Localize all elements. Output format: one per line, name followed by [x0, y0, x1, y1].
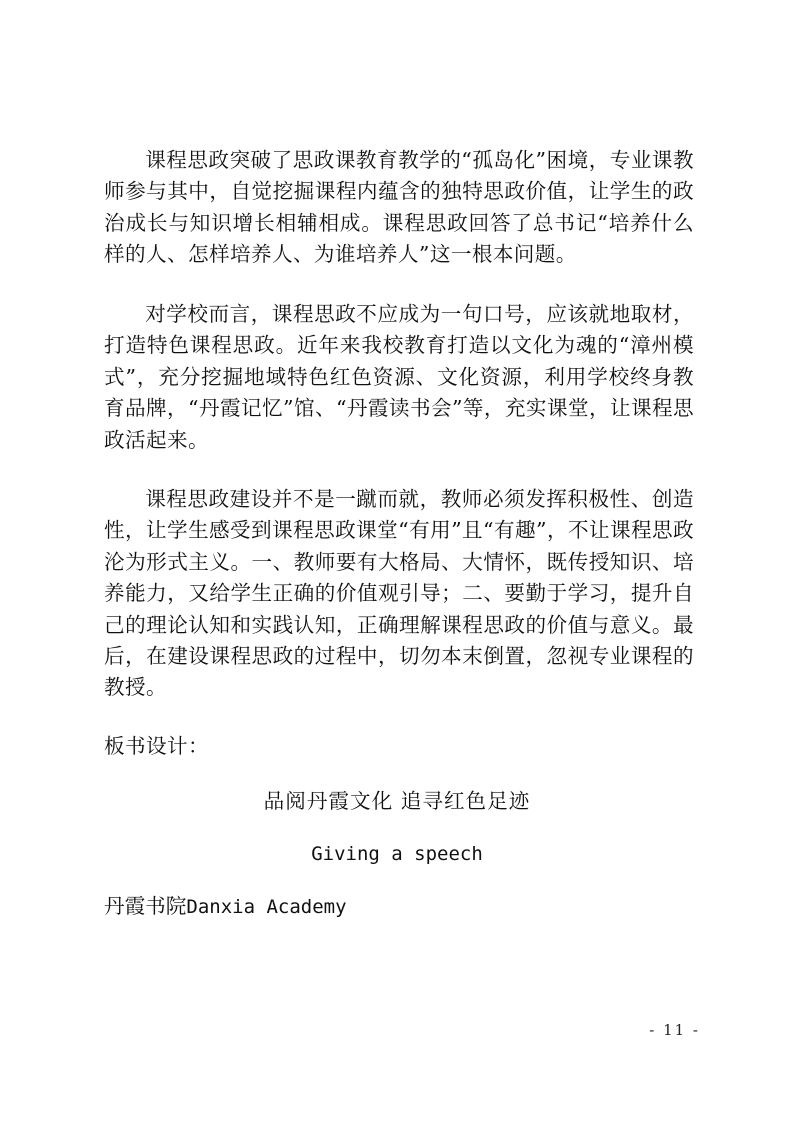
board-title-chinese: 品阅丹霞文化 追寻红色足迹: [263, 789, 531, 813]
academy-name-chinese: 丹霞书院: [104, 894, 187, 918]
paragraph-3: 课程思政建设并不是一蹴而就，教师必须发挥积极性、创造性，让学生感受到课程思政课堂“有用”且“有趣”，不让课程思政沦为形式主义。一、教师要有大格局、大情怀，既传授知识、培养能力，又给学生正确的价值观引导；二、要勤于学习，提升自己的理论认知和实践认知，正确理解课程思政的价值与意义。最后，在建设课程思政的过程中，切勿本末倒置，忽视专业课程的教授。: [104, 487, 694, 700]
paragraph-2: 对学校而言，课程思政不应成为一句口号，应该就地取材，打造特色课程思政。近年来我校教育打造以文化为魂的“漳州模式”，充分挖掘地域特色红色资源、文化资源，利用学校终身教育品牌，“丹霞记忆”馆、“丹霞读书会”等，充实课堂，让课程思政活起来。: [104, 302, 694, 452]
paragraph-1: 课程思政突破了思政课教育教学的“孤岛化”困境，专业课教师参与其中，自觉挖掘课程内蕴含的独特思政价值，让学生的政治成长与知识增长相辅相成。课程思政回答了总书记“培养什么样的人、怎样培养人、为谁培养人”这一根本问题。: [104, 148, 694, 267]
board-title-english: Giving a speech: [311, 843, 483, 865]
page-number: - 11 -: [649, 1021, 700, 1039]
academy-line: [104, 891, 347, 923]
board-design-label: 板书设计：: [104, 734, 209, 758]
academy-name-english: Danxia Academy: [186, 896, 347, 918]
